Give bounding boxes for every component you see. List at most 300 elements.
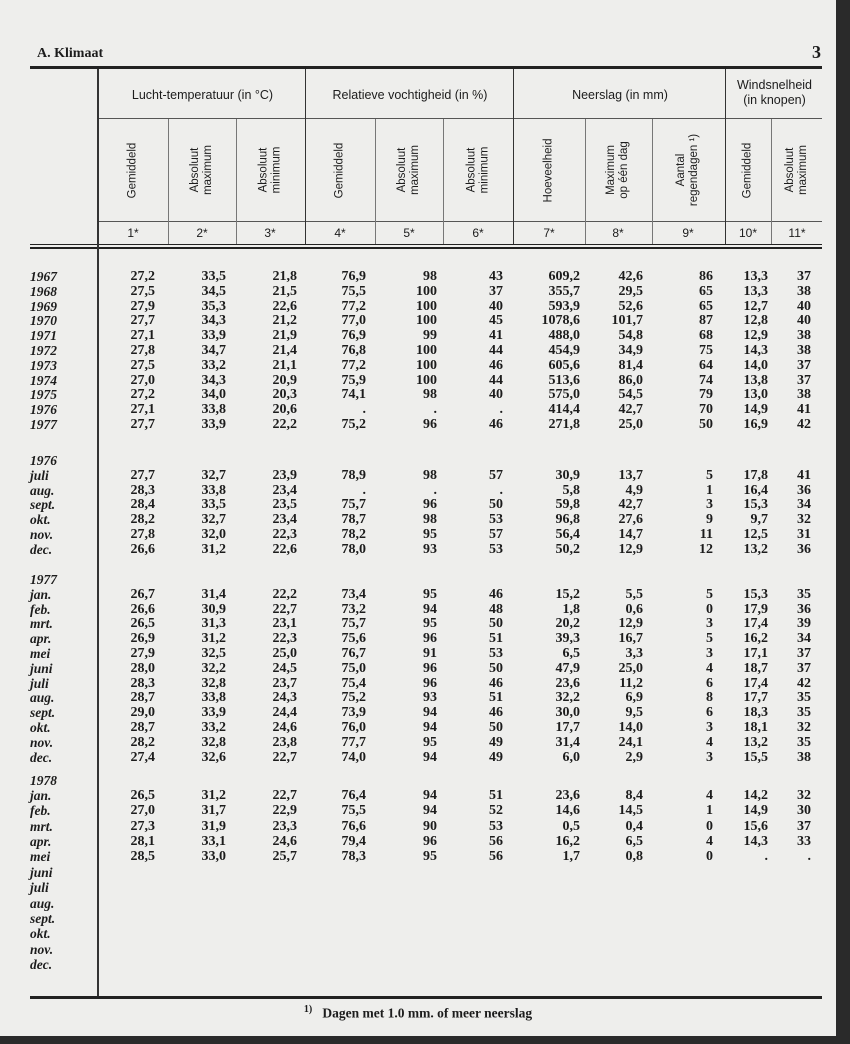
table-cell: 5: [706, 631, 713, 647]
table-cell: 75,7: [341, 616, 366, 632]
table-cell: 68: [699, 328, 713, 344]
table-cell: 79: [699, 387, 713, 403]
table-cell: 21,9: [272, 328, 297, 344]
table-row: [0, 603, 836, 618]
table-cell: 20,2: [555, 616, 580, 632]
table-cell: 3: [706, 497, 713, 513]
table-cell: 96: [423, 416, 437, 432]
table-cell: 40: [797, 298, 811, 314]
table-cell: 2,9: [625, 749, 643, 765]
table-cell: 96: [423, 660, 437, 676]
row-label: okt.: [30, 512, 51, 528]
table-cell: 0: [706, 849, 713, 865]
table-cell: 6,0: [562, 749, 580, 765]
table-row: [0, 736, 836, 751]
group-divider: [305, 69, 306, 244]
column-header: [728, 122, 768, 218]
table-cell: 28,3: [130, 675, 155, 691]
table-cell: 9,7: [750, 512, 768, 528]
table-cell: 4: [706, 787, 713, 803]
table-cell: 23,1: [272, 616, 297, 632]
table-row: [0, 617, 836, 632]
table-cell: 26,5: [130, 787, 155, 803]
table-cell: 65: [699, 283, 713, 299]
table-cell: 14,6: [555, 803, 580, 819]
group-header-temperature: Lucht-temperatuur (in °C): [131, 88, 274, 102]
table-cell: 99: [423, 328, 437, 344]
row-label: 1977: [30, 416, 57, 432]
table-cell: 87: [699, 313, 713, 329]
table-cell: 31,2: [201, 787, 226, 803]
table-row: [0, 706, 836, 721]
table-cell: 78,2: [341, 526, 366, 542]
table-cell: 6: [706, 675, 713, 691]
table-row: [0, 285, 836, 300]
table-row: [0, 897, 836, 912]
table-cell: 34,3: [201, 313, 226, 329]
column-header-label: Absoluut maximum: [784, 145, 809, 195]
table-cell: 27,8: [130, 526, 155, 542]
table-cell: 42: [797, 675, 811, 691]
table-cell: 50: [699, 416, 713, 432]
table-cell: 27,9: [130, 645, 155, 661]
table-row: [0, 866, 836, 881]
table-cell: 76,6: [341, 818, 366, 834]
table-row: [0, 927, 836, 942]
table-cell: .: [499, 402, 503, 418]
table-cell: 52: [489, 803, 503, 819]
table-cell: 12: [699, 541, 713, 557]
table-cell: 12,7: [743, 298, 768, 314]
table-cell: 3: [706, 616, 713, 632]
column-number: 7*: [543, 226, 555, 240]
table-cell: 48: [489, 601, 503, 617]
row-label: sept.: [30, 910, 56, 926]
table-cell: 27,7: [130, 416, 155, 432]
table-cell: 50: [489, 497, 503, 513]
table-cell: 28,2: [130, 512, 155, 528]
table-cell: 77,2: [341, 298, 366, 314]
header-rule-2: [30, 247, 822, 249]
table-cell: 23,8: [272, 734, 297, 750]
row-label: 1973: [30, 357, 57, 373]
table-cell: 13,3: [743, 283, 768, 299]
table-cell: 41: [797, 402, 811, 418]
table-cell: 36: [797, 541, 811, 557]
table-cell: 0: [706, 601, 713, 617]
table-cell: 14,2: [743, 787, 768, 803]
table-block: [0, 454, 836, 558]
row-label: sept.: [30, 497, 56, 513]
table-cell: 18,7: [743, 660, 768, 676]
column-number: 11*: [788, 226, 806, 240]
row-label: juni: [30, 864, 53, 880]
table-cell: 18,1: [743, 719, 768, 735]
table-cell: 100: [416, 372, 437, 388]
table-cell: 22,7: [272, 601, 297, 617]
table-cell: 74: [699, 372, 713, 388]
table-cell: 1: [706, 803, 713, 819]
table-cell: 33,8: [201, 690, 226, 706]
table-cell: 3: [706, 749, 713, 765]
column-header: [389, 122, 429, 218]
table-cell: 35: [797, 586, 811, 602]
table-cell: 33,9: [201, 705, 226, 721]
table-cell: 38: [797, 283, 811, 299]
table-cell: 41: [797, 467, 811, 483]
table-row: [0, 632, 836, 647]
table-cell: 29,0: [130, 705, 155, 721]
table-cell: 94: [423, 803, 437, 819]
table-cell: 20,3: [272, 387, 297, 403]
table-cell: 41: [489, 328, 503, 344]
table-cell: 271,8: [548, 416, 580, 432]
table-cell: 16,2: [743, 631, 768, 647]
row-label: mrt.: [30, 616, 53, 632]
table-cell: 96,8: [555, 512, 580, 528]
table-cell: 42,6: [618, 269, 643, 284]
table-cell: 26,6: [130, 541, 155, 557]
table-cell: 32,7: [201, 467, 226, 483]
block-title-row: [0, 573, 836, 588]
table-cell: 23,3: [272, 818, 297, 834]
table-cell: 76,9: [341, 269, 366, 284]
table-cell: 33,5: [201, 497, 226, 513]
table-cell: 13,0: [743, 387, 768, 403]
table-cell: 43: [489, 269, 503, 284]
table-cell: 22,6: [272, 541, 297, 557]
table-cell: 25,0: [272, 645, 297, 661]
table-cell: 29,5: [618, 283, 643, 299]
table-cell: 8,4: [625, 787, 643, 803]
row-label: 1972: [30, 342, 57, 358]
table-cell: 20,6: [272, 402, 297, 418]
table-cell: 93: [423, 541, 437, 557]
row-label: dec.: [30, 541, 53, 557]
row-label: aug.: [30, 482, 55, 498]
table-cell: 6,5: [562, 645, 580, 661]
table-cell: 27,2: [130, 269, 155, 284]
table-cell: 75,7: [341, 497, 366, 513]
table-cell: 14,5: [618, 803, 643, 819]
table-cell: .: [764, 849, 768, 865]
table-cell: 50,2: [555, 541, 580, 557]
table-cell: 355,7: [548, 283, 580, 299]
table-cell: 98: [423, 387, 437, 403]
row-label: nov.: [30, 941, 54, 957]
column-number: 6*: [472, 226, 484, 240]
table-row: [0, 943, 836, 958]
table-cell: 6,5: [625, 833, 643, 849]
table-cell: 11: [699, 526, 713, 542]
row-label: dec.: [30, 749, 53, 765]
table-cell: 26,7: [130, 586, 155, 602]
table-cell: 37: [797, 269, 811, 284]
column-header-label: Aantal regendagen ¹): [675, 133, 700, 207]
table-cell: 28,2: [130, 734, 155, 750]
table-cell: 15,5: [743, 749, 768, 765]
table-cell: 14,9: [743, 803, 768, 819]
table-cell: 25,7: [272, 849, 297, 865]
table-cell: 16,2: [555, 833, 580, 849]
table-cell: 94: [423, 719, 437, 735]
table-cell: 32: [797, 787, 811, 803]
group-header-humidity: Relatieve vochtigheid (in %): [332, 88, 488, 102]
table-cell: 13,7: [618, 467, 643, 483]
table-cell: 78,3: [341, 849, 366, 865]
table-cell: .: [807, 849, 811, 865]
column-header-label: Gemiddeld: [333, 142, 346, 198]
table-cell: 98: [423, 512, 437, 528]
table-cell: 35: [797, 705, 811, 721]
table-cell: 56: [489, 849, 503, 865]
table-cell: 39: [797, 616, 811, 632]
table-cell: 17,7: [743, 690, 768, 706]
table-row: [0, 588, 836, 603]
table-cell: 70: [699, 402, 713, 418]
table-cell: 22,7: [272, 749, 297, 765]
table-row: [0, 850, 836, 865]
table-cell: 23,6: [555, 787, 580, 803]
table-block: [0, 573, 836, 765]
col-divider: [771, 119, 772, 244]
table-cell: .: [499, 482, 503, 498]
table-cell: 5: [706, 586, 713, 602]
row-label: mei: [30, 645, 51, 661]
table-row: [0, 513, 836, 528]
table-cell: 54,5: [618, 387, 643, 403]
table-cell: 35: [797, 690, 811, 706]
column-header: [182, 122, 222, 218]
table-cell: 12,9: [743, 328, 768, 344]
col-divider: [652, 119, 653, 244]
table-cell: 27,5: [130, 357, 155, 373]
table-cell: 15,6: [743, 818, 768, 834]
table-cell: 22,2: [272, 416, 297, 432]
table-cell: 27,1: [130, 328, 155, 344]
table-cell: 0,8: [625, 849, 643, 865]
table-cell: 53: [489, 645, 503, 661]
group-divider: [513, 69, 514, 244]
column-header: [250, 122, 290, 218]
row-label: 1976: [30, 402, 57, 418]
table-cell: 22,2: [272, 586, 297, 602]
row-label: sept.: [30, 705, 56, 721]
table-cell: 12,5: [743, 526, 768, 542]
table-cell: 35: [797, 734, 811, 750]
table-cell: 94: [423, 705, 437, 721]
table-cell: 27,3: [130, 818, 155, 834]
column-header: [320, 122, 360, 218]
table-cell: 4,9: [625, 482, 643, 498]
table-cell: 28,7: [130, 719, 155, 735]
column-header-label: Absoluut maximum: [396, 145, 421, 195]
table-row: [0, 498, 836, 513]
table-cell: 40: [797, 313, 811, 329]
table-cell: 57: [489, 467, 503, 483]
table-cell: 23,7: [272, 675, 297, 691]
table-cell: 28,0: [130, 660, 155, 676]
column-header-label: Hoeveelheid: [542, 138, 555, 202]
table-cell: 32,2: [555, 690, 580, 706]
table-row: [0, 677, 836, 692]
table-cell: 59,8: [555, 497, 580, 513]
row-label: okt.: [30, 926, 51, 942]
table-cell: 28,1: [130, 833, 155, 849]
column-header-label: Gemiddeld: [741, 142, 754, 198]
col-divider: [236, 119, 237, 244]
table-cell: 50: [489, 719, 503, 735]
table-cell: 488,0: [548, 328, 580, 344]
table-cell: 30,0: [555, 705, 580, 721]
table-cell: 79,4: [341, 833, 366, 849]
table-cell: 76,0: [341, 719, 366, 735]
table-cell: 100: [416, 342, 437, 358]
table-cell: .: [433, 402, 437, 418]
table-cell: 34,5: [201, 283, 226, 299]
table-cell: 32,5: [201, 645, 226, 661]
column-number: 8*: [612, 226, 624, 240]
table-row: [0, 359, 836, 374]
table-cell: 38: [797, 749, 811, 765]
row-label: nov.: [30, 734, 54, 750]
table-cell: 53: [489, 541, 503, 557]
table-cell: 18,3: [743, 705, 768, 721]
table-cell: 22,6: [272, 298, 297, 314]
table-cell: 75,2: [341, 690, 366, 706]
col-divider: [443, 119, 444, 244]
row-label: juli: [30, 467, 49, 483]
table-cell: 42,7: [618, 402, 643, 418]
table-cell: 9: [706, 512, 713, 528]
row-label: apr.: [30, 631, 52, 647]
table-cell: 76,7: [341, 645, 366, 661]
table-cell: 65: [699, 298, 713, 314]
row-label: 1968: [30, 283, 57, 299]
block-title: 1976: [30, 453, 57, 468]
table-cell: 27,8: [130, 342, 155, 358]
table-cell: 32,0: [201, 526, 226, 542]
table-cell: 46: [489, 586, 503, 602]
table-cell: 27,1: [130, 402, 155, 418]
table-cell: 5,5: [625, 586, 643, 602]
table-cell: 25,0: [618, 416, 643, 432]
column-header: [113, 122, 153, 218]
table-cell: 75,2: [341, 416, 366, 432]
table-row: [0, 958, 836, 973]
table-cell: 31,2: [201, 631, 226, 647]
table-cell: 3: [706, 719, 713, 735]
table-cell: 12,8: [743, 313, 768, 329]
table-cell: 23,5: [272, 497, 297, 513]
row-label: mrt.: [30, 818, 53, 834]
table-cell: 95: [423, 734, 437, 750]
table-cell: 75,6: [341, 631, 366, 647]
table-cell: 27,5: [130, 283, 155, 299]
table-cell: 77,7: [341, 734, 366, 750]
table-cell: 75: [699, 342, 713, 358]
table-cell: 46: [489, 675, 503, 691]
table-cell: 25,0: [618, 660, 643, 676]
table-cell: 47,9: [555, 660, 580, 676]
table-cell: 15,3: [743, 497, 768, 513]
table-cell: 27,7: [130, 467, 155, 483]
page-number: 3: [812, 42, 821, 62]
table-cell: 23,6: [555, 675, 580, 691]
table-cell: 0,4: [625, 818, 643, 834]
table-cell: 33,2: [201, 357, 226, 373]
table-cell: 98: [423, 467, 437, 483]
num-rule: [98, 221, 822, 222]
column-number: 1*: [127, 226, 139, 240]
table-cell: 73,4: [341, 586, 366, 602]
table-row: [0, 820, 836, 835]
group-divider: [725, 69, 726, 244]
row-label: 1970: [30, 313, 57, 329]
table-row: [0, 912, 836, 927]
table-cell: 33,0: [201, 849, 226, 865]
table-cell: 17,9: [743, 601, 768, 617]
table-cell: 32: [797, 512, 811, 528]
table-cell: 81,4: [618, 357, 643, 373]
table-cell: 28,3: [130, 482, 155, 498]
table-cell: 27,6: [618, 512, 643, 528]
table-cell: 24,6: [272, 719, 297, 735]
row-label: 1971: [30, 328, 57, 344]
table-cell: 12,9: [618, 541, 643, 557]
col-divider: [375, 119, 376, 244]
table-cell: 31,2: [201, 541, 226, 557]
table-cell: 56,4: [555, 526, 580, 542]
table-cell: 23,9: [272, 467, 297, 483]
table-cell: 34,3: [201, 372, 226, 388]
table-cell: 609,2: [548, 269, 580, 284]
table-cell: 95: [423, 526, 437, 542]
table-cell: 96: [423, 833, 437, 849]
table-cell: 14,3: [743, 833, 768, 849]
col-divider: [585, 119, 586, 244]
table-cell: 9,5: [625, 705, 643, 721]
table-row: [0, 418, 836, 433]
table-cell: 32,8: [201, 734, 226, 750]
table-cell: 33,1: [201, 833, 226, 849]
table-cell: 95: [423, 849, 437, 865]
table-cell: 94: [423, 787, 437, 803]
table-cell: 15,2: [555, 586, 580, 602]
table-cell: 86: [699, 269, 713, 284]
table-cell: 0: [706, 818, 713, 834]
column-header-label: Absoluut maximum: [189, 145, 214, 195]
table-cell: 32,8: [201, 675, 226, 691]
table-cell: 33,5: [201, 269, 226, 284]
column-number: 4*: [334, 226, 346, 240]
table-cell: 27,9: [130, 298, 155, 314]
table-cell: 21,1: [272, 357, 297, 373]
table-cell: 101,7: [611, 313, 643, 329]
table-cell: 73,9: [341, 705, 366, 721]
row-label: mei: [30, 849, 51, 865]
table-cell: 31,7: [201, 803, 226, 819]
table-cell: 98: [423, 269, 437, 284]
table-cell: 100: [416, 298, 437, 314]
table-cell: 37: [797, 372, 811, 388]
table-row: [0, 270, 836, 285]
table-row: [0, 662, 836, 677]
table-cell: 21,5: [272, 283, 297, 299]
section-title: A. Klimaat: [37, 46, 104, 61]
table-cell: 0,6: [625, 601, 643, 617]
table-cell: 24,1: [618, 734, 643, 750]
